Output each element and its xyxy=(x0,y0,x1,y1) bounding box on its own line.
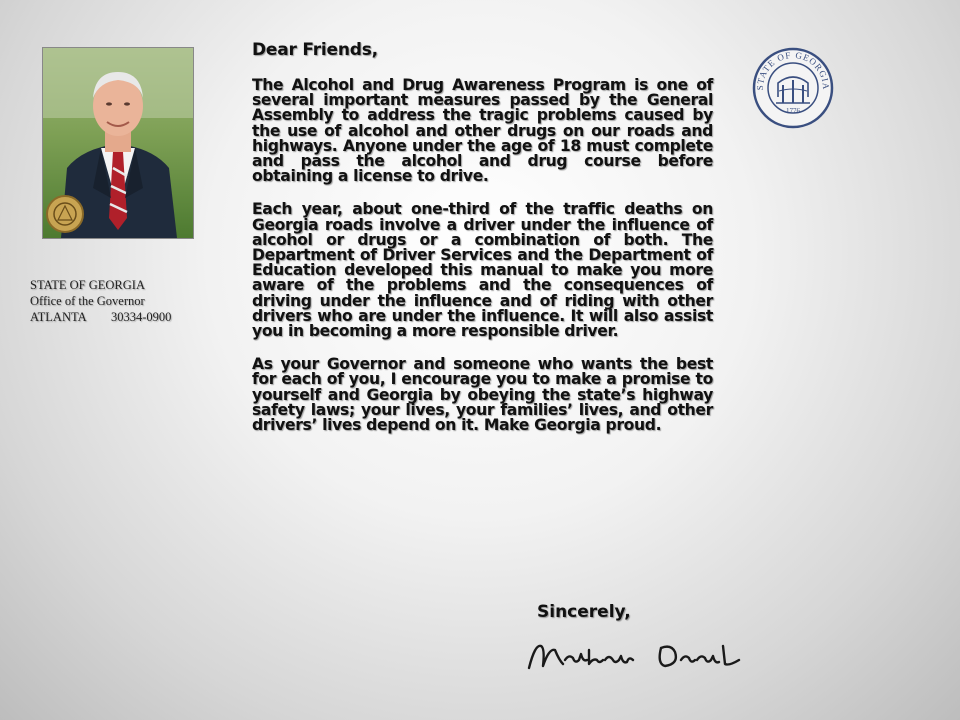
return-address xyxy=(30,277,171,325)
letter-paragraph: As your Governor and someone who wants the best for each of you, I encourage you to make a promise to yourself and Georgia by obeying the state’s highway safety laws; your lives, your families’ lives, and other drivers’ lives depend on it. Make Georgia proud. xyxy=(252,355,713,435)
governor-portrait xyxy=(42,47,194,239)
portrait-image xyxy=(43,48,193,238)
state-seal-icon xyxy=(752,47,834,129)
letter-paragraph: Each year, about one-third of the traffic deaths on Georgia roads involve a driver under the influence of alcohol or drugs or a combination of both. The Department of Driver Services and the Department of Education developed this manual to make you more aware of the problems and the consequences of driving under the influence and of riding with other drivers who are under the influence. It will also assist you in becoming a more responsible driver. xyxy=(252,200,713,341)
letter-body xyxy=(252,40,713,451)
letter-closing: Sincerely, xyxy=(537,602,631,622)
return-address-state: STATE OF GEORGIA xyxy=(30,278,145,292)
return-address-city-zip: ATLANTA 30334-0900 xyxy=(30,310,172,324)
signature-image xyxy=(525,638,743,674)
letter-paragraph: The Alcohol and Drug Awareness Program is one of several important measures passed by the General Assembly to address the tragic problems caused by the use of alcohol and other drugs on our roads and highways. Anyone under the age of 18 must complete and pass the alcohol and drug course before obtaining a license to drive. xyxy=(252,76,713,186)
return-address-office: Office of the Governor xyxy=(30,294,145,308)
letter-salutation: Dear Friends, xyxy=(252,40,378,60)
seal-text: STATE OF GEORGIA xyxy=(754,49,832,91)
seal-year: 1776 xyxy=(786,107,800,115)
